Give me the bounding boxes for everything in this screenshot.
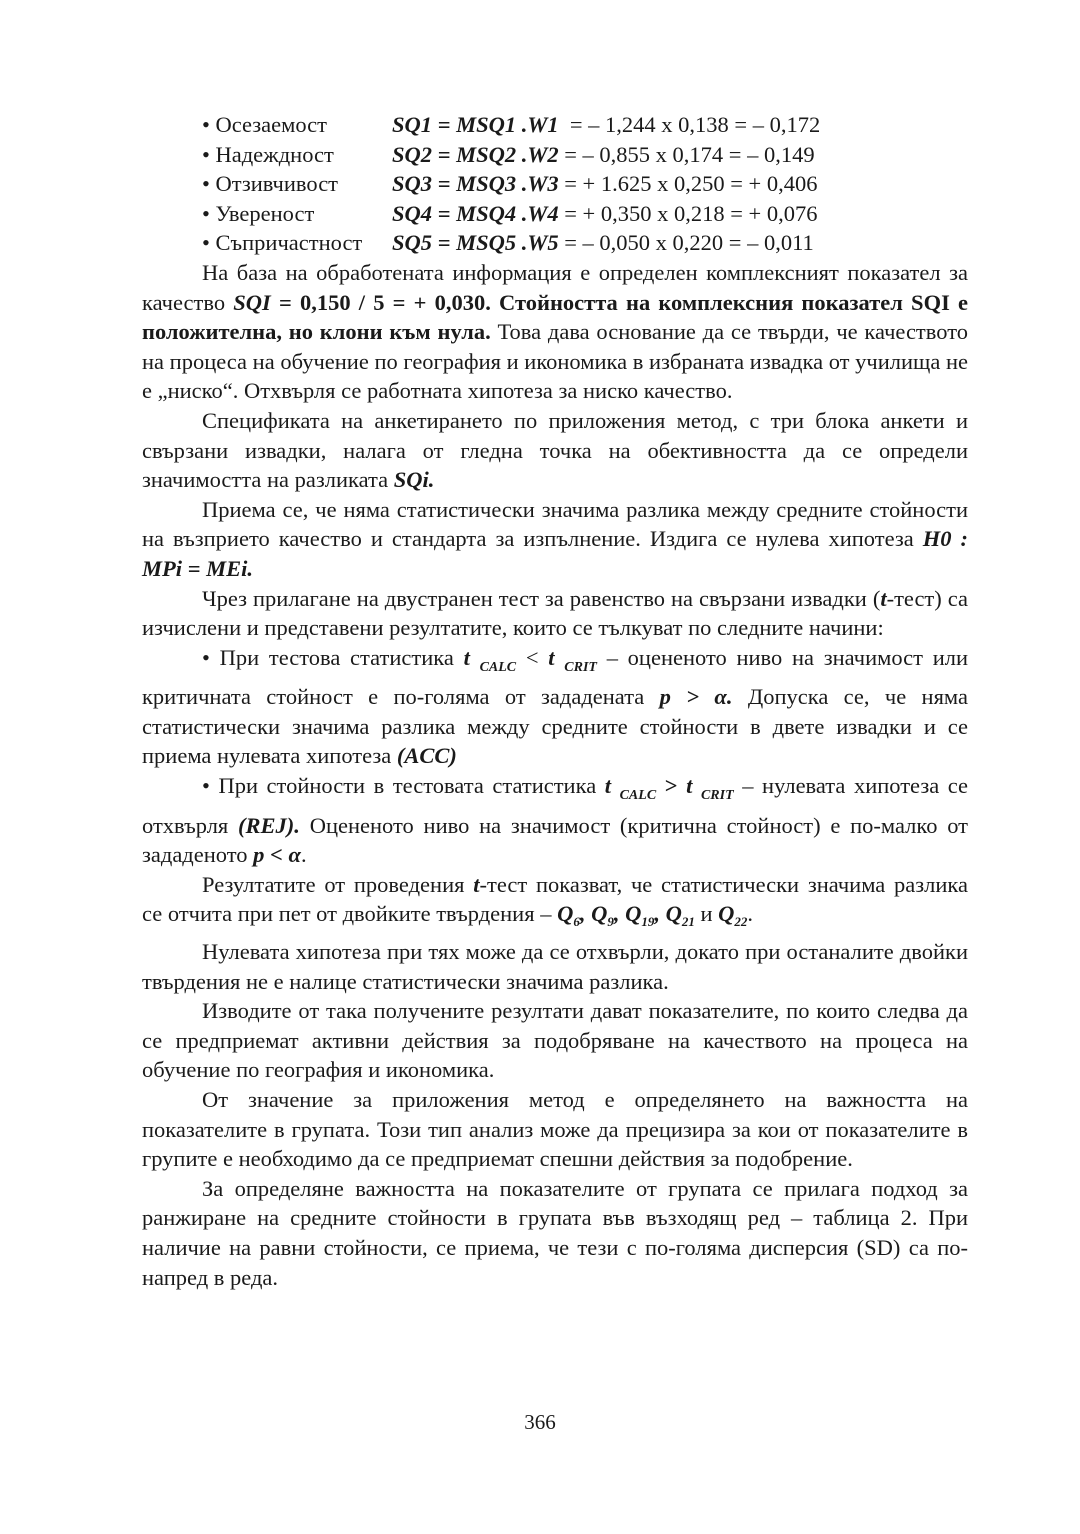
formula-rhs: = – 1,244 x 0,138 = – 0,172 (558, 112, 821, 137)
formula-row (142, 199, 968, 229)
formula-lhs: SQ1 = MSQ1 .W1 (392, 112, 559, 137)
formula-rhs: = + 0,350 x 0,218 = + 0,076 (558, 200, 818, 226)
formula-rhs: = – 0,050 x 0,220 = – 0,011 (558, 230, 814, 256)
paragraph: Нулевата хипотеза при тях може да се отхвърли, докато при останалите двойки твърдения не е налице статистически значима разлика. (142, 939, 968, 994)
formula-row (142, 228, 968, 258)
paragraph: • При стойности в тестовата статистика t $_{CALC}$ > t $_{CRIT}$ – нулевата хипотеза се отхвърля (REJ). Оцененото ниво на значимост (критична стойност) е по-малко от зададеното p < α. (142, 773, 969, 868)
paragraph: Спецификата на анкетирането по приложения метод, с три блока анкети и свързани извадки, налага от гледна точка на обективността да се определи значимостта на разликата SQi. (142, 407, 968, 493)
paragraph: • При тестова статистика t $_{CALC}$ < t $_{CRIT}$ – оцененото ниво на значимост или критичната стойност е по-голяма от зададената p > α. Допуска се, че няма статистически значима разлика между средните стойности в двете извадки и се приема нулевата хипотеза (ACC) (142, 644, 969, 769)
paragraph: На база на обработената информация е определен комплексният показател за качество SQI = 0,150 / 5 = + 0,030. Стойността на комплексния показател SQI е положителна, но клони към нула. Това дава основание да се твърди, че качеството на процеса на обучение по география и икономика в избраната извадка от училища не е „ниско“. Отхвърля се работната хипотеза за ниско качество. (142, 259, 968, 404)
body-text (142, 110, 968, 1292)
formula-list (142, 110, 968, 258)
paragraph: Резултатите от проведения t-тест показват, че статистически значима разлика се отчита при пет от двойките твърдения – $Q_6$, $Q_9$, $Q_{19}$, $Q_{21}$ и $Q_{22}$. (142, 871, 968, 930)
paragraph: Изводите от така получените резултати дават показателите, по които следва да се предприемат активни действия за подобряване на качеството на процеса на обучение по география и икономика. (142, 998, 968, 1083)
formula-row (142, 169, 968, 199)
formula-rhs: = – 0,855 x 0,174 = – 0,149 (558, 141, 815, 167)
formula-lhs: SQ3 = MSQ3 .W3 (392, 171, 559, 197)
paragraph: Приема се, че няма статистически значима разлика между средните стойности на възприето качество и стандарта за изпълнение. Издига се нулева хипотеза H0 : MPi = MEi. (142, 496, 969, 581)
item-label: • Осезаемост (202, 112, 328, 137)
page-number: 366 (524, 1410, 556, 1434)
formula-row (142, 110, 968, 140)
formula-row (142, 140, 968, 170)
paragraph: За определяне важността на показателите от групата се прилага подход за ранжиране на средните стойности в групата във възходящ ред – таблица 2. При наличие на равни стойности, се приема, че тези с по-голяма дисперсия (SD) са по-напред в реда. (142, 1175, 968, 1290)
item-label: • Надеждност (202, 141, 334, 167)
item-label: • Съпричастност (202, 230, 363, 256)
formula-lhs: SQ4 = MSQ4 .W4 (392, 200, 559, 226)
formula-lhs: SQ5 = MSQ5 .W5 (392, 230, 559, 256)
paragraph: Чрез прилагане на двустранен тест за равенство на свързани извадки (t-тест) са изчислени и представени резултатите, които се тълкуват по следните начини: (142, 585, 968, 641)
formula-rhs: = + 1.625 x 0,250 = + 0,406 (558, 171, 818, 197)
paragraph: От значение за приложения метод е определянето на важността на показателите в групата. Този тип анализ може да прецизира за кои от показателите в групите е необходимо да се предприемат спешни действия за подобрение. (142, 1087, 968, 1172)
formula-lhs: SQ2 = MSQ2 .W2 (392, 141, 559, 167)
item-label: • Увереност (202, 200, 315, 226)
item-label: • Отзивчивост (202, 171, 339, 197)
